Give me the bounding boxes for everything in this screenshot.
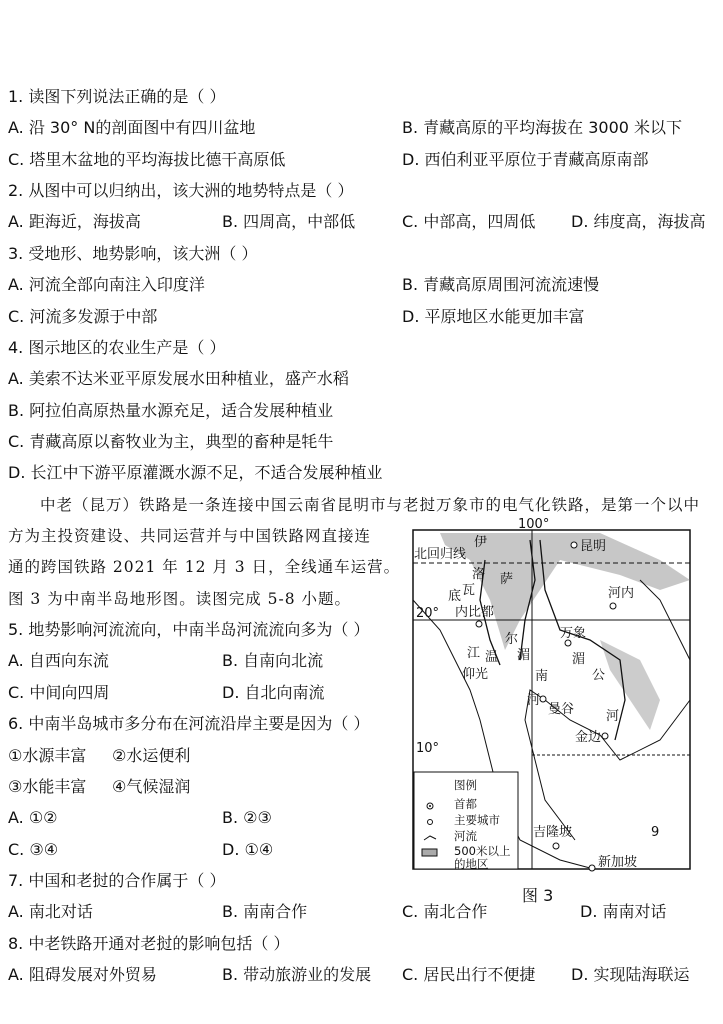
river-label: 河 [606, 709, 620, 724]
legend-highland-2: 的地区 [454, 857, 489, 871]
question-stem: 3. 受地形、地势影响，该大洲（ ） [8, 244, 258, 263]
river-label: 温 [485, 650, 499, 665]
option-d: D. 长江中下游平原灌溉水源不足，不适合发展种植业 [8, 463, 383, 482]
option-b: B. 阿拉伯高原热量水源充足，适合发展种植业 [8, 401, 334, 420]
map-legend [414, 772, 518, 871]
river-label: 湄 [572, 652, 586, 667]
option-a: A. 自西向东流 [8, 651, 109, 670]
option-c: C. 居民出行不便捷 [402, 965, 536, 984]
capital-marker [610, 603, 616, 609]
question-stem: 1. 读图下列说法正确的是（ ） [8, 87, 226, 106]
option-a: A. 美索不达米亚平原发展水田种植业，盛产水稻 [8, 369, 349, 388]
option-c: C. 河流多发源于中部 [8, 307, 158, 326]
option-c: C. 青藏高原以畜牧业为主，典型的畜种是牦牛 [8, 432, 334, 451]
option-d: D. 纬度高，海拔高 [571, 212, 706, 231]
city-kunming: 昆明 [580, 539, 607, 554]
city-marker [571, 542, 577, 548]
option-c: C. 中间向四周 [8, 683, 110, 702]
river-label: 瓦 [462, 583, 476, 598]
question-stem: 2. 从图中可以归纳出，该大洲的地势特点是（ ） [8, 181, 354, 200]
option-d: D. 平原地区水能更加丰富 [402, 307, 585, 326]
option-b: B. 自南向北流 [222, 651, 324, 670]
tropic-label: 北回归线 [414, 547, 467, 562]
option-d: D. 实现陆海联运 [571, 965, 690, 984]
city-icon [428, 820, 433, 825]
option-b: B. 带动旅游业的发展 [222, 965, 372, 984]
option-a: A. 阻碍发展对外贸易 [8, 965, 157, 984]
option-a: A. 河流全部向南注入印度洋 [8, 275, 205, 294]
legend-highland: 500米以上 [454, 844, 511, 858]
capital-marker [553, 843, 559, 849]
latitude-label: 20° [416, 606, 440, 621]
city-phnompenh: 金边 [575, 730, 602, 745]
city-singapore: 新加坡 [598, 855, 638, 870]
city-yangon: 仰光 [462, 667, 489, 682]
capital-marker [476, 621, 482, 627]
option-d: D. 自北向南流 [222, 683, 325, 702]
river-label: 尔 [505, 632, 519, 647]
option-c: C. ③④ [8, 840, 59, 859]
statement-2: ②水运便利 [112, 746, 191, 765]
passage-line: 方为主投资建设、共同运营并与中国铁路网直接连 [8, 527, 372, 545]
passage-line: 中老（昆万）铁路是一条连接中国云南省昆明市与老挝万象市的电气化铁路，是第一个以中 [40, 496, 701, 514]
legend-capital: 首都 [454, 797, 477, 811]
legend-city: 主要城市 [454, 813, 500, 827]
capital-marker [602, 733, 608, 739]
option-a: A. 沿 30° N的剖面图中有四川盆地 [8, 118, 256, 137]
option-b: B. 南南合作 [222, 902, 308, 921]
option-d: D. ①④ [222, 840, 274, 859]
option-d: D. 南南对话 [580, 902, 667, 921]
option-b: B. 青藏高原周围河流流速慢 [402, 275, 600, 294]
question-stem: 7. 中国和老挝的合作属于（ ） [8, 871, 226, 890]
city-naypyidaw: 内比都 [455, 605, 495, 620]
city-bangkok: 曼谷 [548, 702, 575, 717]
highland-icon [422, 849, 437, 856]
legend-title: 图例 [454, 778, 477, 792]
river-label: 公 [592, 668, 606, 683]
city-kualalumpur: 吉隆坡 [533, 825, 573, 840]
river-label: 南 [535, 669, 549, 684]
option-c: C. 中部高，四周低 [402, 212, 536, 231]
option-a: A. ①② [8, 808, 58, 827]
capital-marker [589, 865, 595, 871]
city-hanoi: 河内 [608, 586, 635, 601]
map-number: 9 [651, 825, 660, 840]
capital-marker [540, 696, 546, 702]
river-label: 萨 [500, 572, 514, 587]
passage-line: 通的跨国铁路 2021 年 12 月 3 日，全线通车运营。 [8, 558, 401, 576]
city-vientiane: 万象 [560, 626, 587, 641]
option-c: C. 塔里木盆地的平均海拔比德干高原低 [8, 150, 286, 169]
option-b: B. 四周高，中部低 [222, 212, 356, 231]
indochina-terrain-map [400, 516, 700, 881]
option-b: B. ②③ [222, 808, 272, 827]
river-label: 伊 [474, 535, 488, 550]
passage-line: 图 3 为中南半岛地形图。读图完成 5-8 小题。 [8, 590, 352, 608]
option-b: B. 青藏高原的平均海拔在 3000 米以下 [402, 118, 683, 137]
statement-3: ③水能丰富 [8, 777, 87, 796]
option-a: A. 南北对话 [8, 902, 93, 921]
question-stem: 4. 图示地区的农业生产是（ ） [8, 338, 226, 357]
river-label: 河 [527, 693, 541, 708]
river-label: 底 [448, 589, 462, 604]
question-stem: 5. 地势影响河流流向，中南半岛河流流向多为（ ） [8, 620, 370, 639]
statement-1: ①水源丰富 [8, 746, 87, 765]
question-stem: 8. 中老铁路开通对老挝的影响包括（ ） [8, 934, 290, 953]
figure-caption: 图 3 [522, 886, 554, 905]
option-a: A. 距海近，海拔高 [8, 212, 141, 231]
option-c: C. 南北合作 [402, 902, 488, 921]
question-stem: 6. 中南半岛城市多分布在河流沿岸主要是因为（ ） [8, 714, 370, 733]
option-d: D. 西伯利亚平原位于青藏高原南部 [402, 150, 649, 169]
river-label: 江 [467, 646, 481, 661]
latitude-label: 10° [416, 741, 440, 756]
river-label: 洛 [472, 567, 486, 582]
longitude-label: 100° [518, 517, 550, 532]
river-label: 湄 [517, 648, 531, 663]
statement-4: ④气候湿润 [112, 777, 191, 796]
legend-river: 河流 [454, 829, 477, 843]
